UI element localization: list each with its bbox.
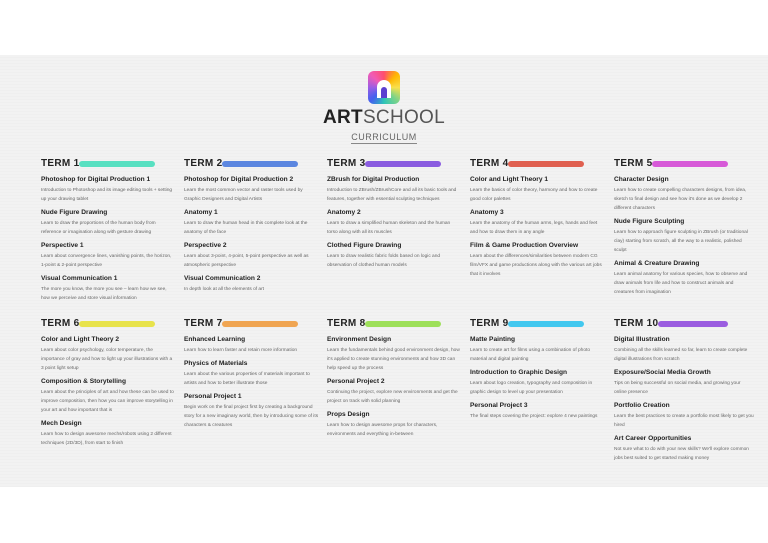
course-desc: Learn animal anatomy for various species, how to observe and draw animals from life and how to construct animals and creatures from imagination bbox=[614, 272, 748, 295]
course-desc: Learn how to approach figure sculpting in ZBrush (or traditional clay) starting from scratch, all the way to a realistic, polished sculpt bbox=[614, 230, 748, 253]
course-desc: In depth look at all the elements of art bbox=[184, 287, 264, 292]
term-color-bar bbox=[222, 321, 298, 327]
course-desc: Not sure what to do with your new skills? We'll explore common jobs best suited to get started making money bbox=[614, 447, 749, 461]
term-color-bar bbox=[365, 321, 441, 327]
course-title: Enhanced Learning bbox=[184, 336, 246, 343]
term-color-bar bbox=[652, 161, 728, 167]
course-title: Nude Figure Drawing bbox=[41, 209, 108, 216]
term-color-bar bbox=[658, 321, 728, 327]
term-title: TERM 8 bbox=[327, 318, 366, 329]
brand-title bbox=[0, 107, 768, 129]
course-title: Character Design bbox=[614, 176, 669, 183]
term-color-bar bbox=[508, 321, 584, 327]
course-list bbox=[41, 175, 176, 303]
course-title: Composition & Storytelling bbox=[41, 378, 126, 385]
term-title: TERM 5 bbox=[614, 158, 653, 169]
page-subtitle bbox=[0, 132, 768, 143]
term-title: TERM 7 bbox=[184, 318, 223, 329]
course-list bbox=[614, 175, 754, 297]
term-3 bbox=[327, 158, 462, 274]
term-1 bbox=[41, 158, 176, 307]
course-desc: Learn how to design awesome mechs/robots using 2 different techniques (2D/3D), from start to finish bbox=[41, 432, 172, 446]
course-desc: Learn the anatomy of the human arms, legs, hands and feet and how to draw them in any angle bbox=[470, 221, 598, 235]
term-color-bar bbox=[508, 161, 584, 167]
term-color-bar bbox=[79, 321, 155, 327]
course-title: Color and Light Theory 2 bbox=[41, 336, 120, 343]
subtitle-text: CURRICULUM bbox=[351, 132, 417, 142]
course-desc: Learn to draw the human head in this complete look at the anatomy of the face bbox=[184, 221, 308, 235]
course-title: ZBrush for Digital Production bbox=[327, 176, 420, 183]
term-9 bbox=[470, 318, 605, 425]
term-title: TERM 6 bbox=[41, 318, 80, 329]
course-list bbox=[184, 175, 319, 294]
course-title: Perspective 2 bbox=[184, 242, 227, 249]
course-desc: Introduction to Photoshop and its image editing tools + setting up your drawing tablet bbox=[41, 188, 173, 202]
course-title: Personal Project 2 bbox=[327, 378, 385, 385]
term-color-bar bbox=[222, 161, 298, 167]
term-8 bbox=[327, 318, 462, 443]
term-2 bbox=[184, 158, 319, 298]
course-list bbox=[184, 335, 319, 430]
course-desc: Combining all the skills learned so far, learn to create complete digital illustrations from scratch bbox=[614, 348, 748, 362]
course-title: Perspective 1 bbox=[41, 242, 84, 249]
course-list bbox=[470, 175, 605, 279]
course-desc: Continuing the project, explore new environments and get the project on track with solid planning bbox=[327, 390, 458, 404]
brand-school: SCHOOL bbox=[362, 107, 445, 128]
course-list bbox=[327, 335, 462, 439]
course-desc: Tips on being successful on social media, and growing your online presence bbox=[614, 381, 741, 395]
term-7 bbox=[184, 318, 319, 434]
course-title: Nude Figure Sculpting bbox=[614, 218, 685, 225]
course-desc: Learn about the various properties of materials important to artists and how to better illustrate those bbox=[184, 372, 310, 386]
term-title: TERM 9 bbox=[470, 318, 509, 329]
artschool-logo-icon bbox=[368, 71, 400, 104]
term-4 bbox=[470, 158, 605, 283]
course-desc: Begin work on the final project first by creating a background story for a new imaginary world, then by introducing some of its characters & creatures bbox=[184, 405, 319, 428]
course-list bbox=[470, 335, 605, 421]
course-desc: Learn to create art for films using a combination of photo material and digital painting bbox=[470, 348, 590, 362]
course-desc: Learn to draw a simplified human skeleton and the human torso along with all its muscles bbox=[327, 221, 451, 235]
term-title: TERM 4 bbox=[470, 158, 509, 169]
course-desc: Learn the fundamentals behind good environment design, how it's applied to create stunning environments and how 3D can help speed up the process bbox=[327, 348, 460, 371]
term-title: TERM 3 bbox=[327, 158, 366, 169]
course-list bbox=[327, 175, 462, 270]
term-title: TERM 1 bbox=[41, 158, 80, 169]
course-title: Physics of Materials bbox=[184, 360, 248, 367]
course-title: Photoshop for Digital Production 1 bbox=[41, 176, 151, 183]
course-desc: Learn about 3-point, 4-point, 5-point perspective as well as atmospheric perspective bbox=[184, 254, 309, 268]
course-title: Clothed Figure Drawing bbox=[327, 242, 402, 249]
course-desc: Learn about logo creation, typography and composition in graphic design to level up your presentation bbox=[470, 381, 593, 395]
term-6 bbox=[41, 318, 176, 452]
course-title: Mech Design bbox=[41, 420, 82, 427]
course-title: Matte Painting bbox=[470, 336, 516, 343]
course-desc: Learn how to design awesome props for characters, environments and everything in-between bbox=[327, 423, 438, 437]
course-title: Color and Light Theory 1 bbox=[470, 176, 549, 183]
course-title: Visual Communication 1 bbox=[41, 275, 118, 282]
course-desc: Learn about the principles of art and how these can be used to improve composition, then how you can improve storytelling in your art and how important that is bbox=[41, 390, 174, 413]
course-title: Anatomy 3 bbox=[470, 209, 504, 216]
course-title: Personal Project 1 bbox=[184, 393, 242, 400]
course-title: Anatomy 1 bbox=[184, 209, 218, 216]
course-title: Anatomy 2 bbox=[327, 209, 361, 216]
course-desc: Learn to draw realistic fabric folds based on logic and observation of clothed human models bbox=[327, 254, 441, 268]
term-title: TERM 2 bbox=[184, 158, 223, 169]
course-desc: The more you know, the more you see – learn how we see, how we perceive and store visual information bbox=[41, 287, 167, 301]
term-10 bbox=[614, 318, 754, 467]
course-desc: Learn how to create compelling characters designs, from idea, sketch to final design and see how it's done as we develop 2 different characters bbox=[614, 188, 747, 211]
course-desc: The final steps covering the project: explore 4 new paintings bbox=[470, 414, 598, 419]
brand-art: ART bbox=[323, 107, 363, 128]
course-title: Portfolio Creation bbox=[614, 402, 670, 409]
course-list bbox=[614, 335, 754, 463]
course-desc: Learn to draw the proportions of the human body from reference or imagination along with gesture drawing bbox=[41, 221, 156, 235]
course-desc: Learn about the differences/similarities between modern CG film/VFX and game productions along with the various art jobs that it involves bbox=[470, 254, 602, 277]
course-title: Film & Game Production Overview bbox=[470, 242, 579, 249]
course-desc: Learn the most common vector and raster tools used by Graphic Designers and Digital Artists bbox=[184, 188, 303, 202]
course-title: Exposure/Social Media Growth bbox=[614, 369, 711, 376]
course-title: Art Career Opportunities bbox=[614, 435, 692, 442]
course-title: Visual Communication 2 bbox=[184, 275, 261, 282]
course-desc: Introduction to ZBrush/ZBrushCore and all its basic tools and features, together with essential sculpting techniques bbox=[327, 188, 457, 202]
term-5 bbox=[614, 158, 754, 301]
course-list bbox=[41, 335, 176, 448]
course-desc: Learn about color psychology, color temperature, the importance of gray and how to light up your illustrations with a 3 point light setup bbox=[41, 348, 173, 371]
course-desc: Learn how to learn faster and retain more information bbox=[184, 348, 298, 353]
course-title: Animal & Creature Drawing bbox=[614, 260, 700, 267]
course-title: Props Design bbox=[327, 411, 370, 418]
course-title: Introduction to Graphic Design bbox=[470, 369, 568, 376]
course-desc: Learn the best practices to create a portfolio most likely to get you hired bbox=[614, 414, 754, 428]
course-desc: Learn about convergence lines, vanishing points, the horizon, 1-point & 2-point perspective bbox=[41, 254, 172, 268]
course-title: Digital Illustration bbox=[614, 336, 670, 343]
course-title: Environment Design bbox=[327, 336, 392, 343]
term-color-bar bbox=[365, 161, 441, 167]
course-title: Photoshop for Digital Production 2 bbox=[184, 176, 294, 183]
course-desc: Learn the basics of color theory, harmony and how to create good color palettes bbox=[470, 188, 598, 202]
term-title: TERM 10 bbox=[614, 318, 659, 329]
term-color-bar bbox=[79, 161, 155, 167]
course-title: Personal Project 3 bbox=[470, 402, 528, 409]
